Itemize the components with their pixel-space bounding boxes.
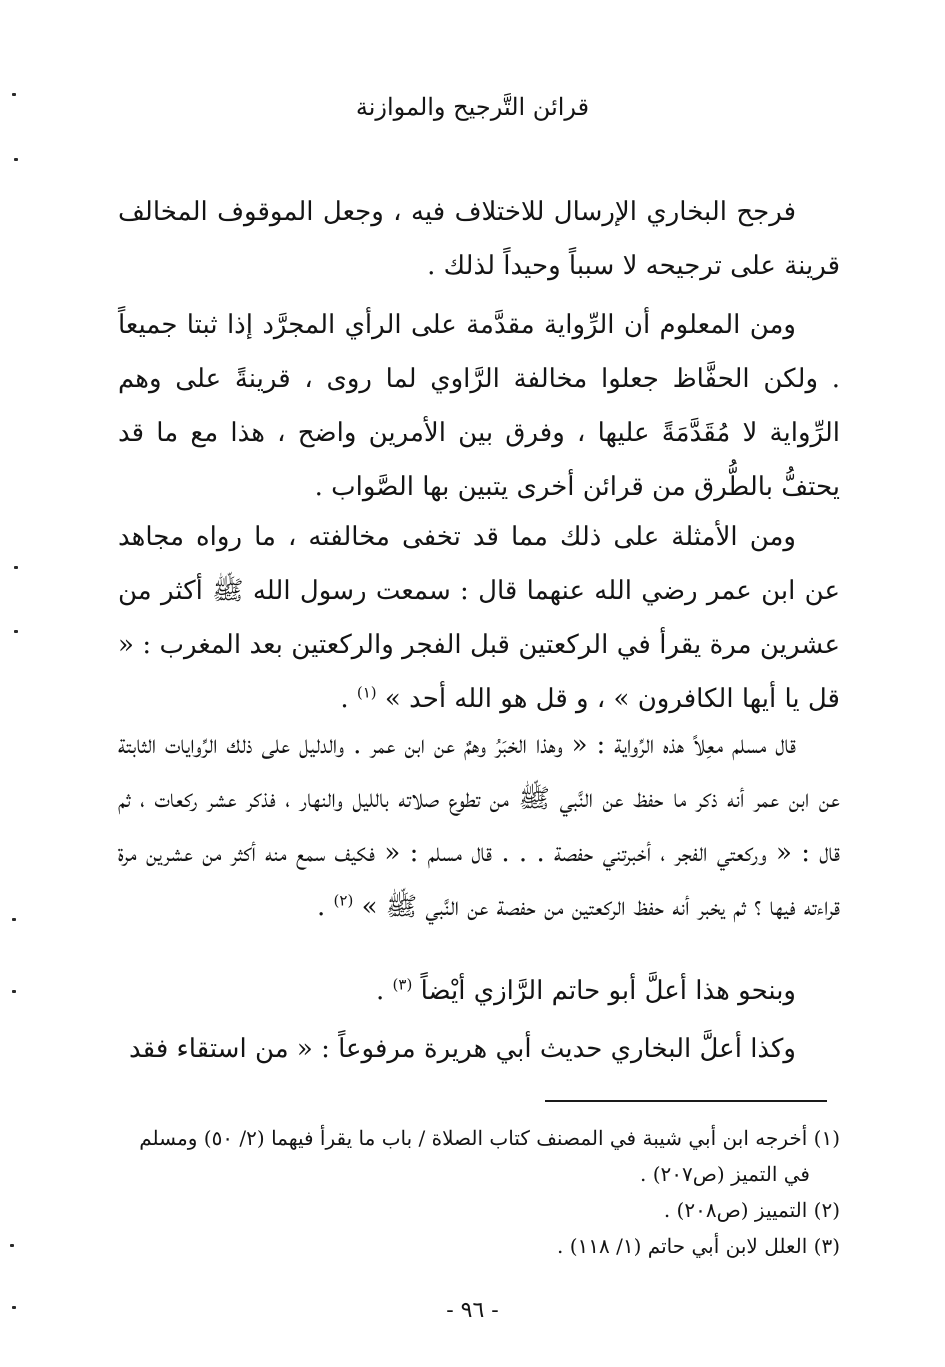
footnote-ref-2: (٢) xyxy=(333,891,354,910)
footnote-ref-1: (١) xyxy=(356,683,377,702)
paragraph-1 xyxy=(118,185,840,293)
footnotes xyxy=(110,1120,840,1264)
footnote-2: (٢) التمييز (ص٢٠٨) . xyxy=(663,1198,840,1222)
paragraph-6 xyxy=(118,1022,840,1076)
paragraph-4-end: . xyxy=(316,892,334,922)
paragraph-4 xyxy=(118,718,840,934)
paragraph-5 xyxy=(118,964,840,1018)
scan-speck xyxy=(14,158,18,161)
footnote-divider xyxy=(545,1100,827,1102)
paragraph-3-end: . xyxy=(340,684,357,714)
paragraph-5-end: . xyxy=(375,976,393,1006)
scan-speck xyxy=(10,1244,14,1247)
running-head: قرائن التَّرجيح والموازنة xyxy=(355,93,590,121)
scan-speck xyxy=(14,566,18,569)
scan-speck xyxy=(12,93,16,96)
scan-speck xyxy=(12,990,16,993)
paragraph-3 xyxy=(118,510,840,726)
paragraph-4-text: قال مسلم معِلاً هذه الرِّواية : « وهذا الخبَرُ وهمٌ عن ابن عمر . والدليل على ذلك الرِّوايات الثابتة عن ابن عمر أنه ذكر ما حفظ عن النَّبي ﷺ من تطوع صلاته بالليل والنهار ، فذكر عشر ركعات ، ثم قال : « وركعتي الفجر ، أخبرتني حفصة . . . قال مسلم : « فكيف سمع منه أكثر من عشرين مرة قراءته فيها ؟ ثم يخبر أنه حفظ الركعتين من حفصة عن النَّبي ﷺ » xyxy=(118,730,840,922)
paragraph-2 xyxy=(118,298,840,514)
footnote-ref-3: (٣) xyxy=(392,975,413,994)
paragraph-1-text: فرجح البخاري الإرسال للاختلاف فيه ، وجعل الموقوف المخالف قرينة على ترجيحه لا سبباً وحيداً لذلك . xyxy=(118,197,840,281)
paragraph-5-text: وبنحو هذا أعلَّ أبو حاتم الرَّازي أيْضاً xyxy=(420,976,796,1006)
scan-speck xyxy=(14,630,18,633)
scan-speck xyxy=(12,1306,16,1309)
footnote-1: (١) أخرجه ابن أبي شيبة في المصنف كتاب الصلاة / باب ما يقرأ فيهما (٢/ ٥٠) ومسلم في التميز (ص٢٠٧) . xyxy=(139,1126,840,1186)
scan-speck xyxy=(12,918,16,921)
footnote-3: (٣) العلل لابن أبي حاتم (١/ ١١٨) . xyxy=(557,1234,840,1258)
page-number: - ٩٦ - xyxy=(446,1298,499,1323)
paragraph-2-text: ومن المعلوم أن الرِّواية مقدَّمة على الرأي المجرَّد إذا ثبتا جميعاً . ولكن الحفَّاظ جعلوا مخالفة الرَّاوي لما روى ، قرينةً على وهم الرِّواية لا مُقَدَّمَةً عليها ، وفرق بين الأمرين واضح ، هذا مع ما قد يحتفُّ بالطُّرق من قرائن أخرى يتبين بها الصَّواب . xyxy=(118,310,840,502)
paragraph-6-text: وكذا أعلَّ البخاري حديث أبي هريرة مرفوعاً : « من استقاء فقد xyxy=(129,1034,796,1064)
paragraph-3-text: ومن الأمثلة على ذلك مما قد تخفى مخالفته ، ما رواه مجاهد عن ابن عمر رضي الله عنهما قال : سمعت رسول الله ﷺ أكثر من عشرين مرة يقرأ في الركعتين قبل الفجر والركعتين بعد المغرب : « قل يا أيها الكافرون » ، و قل هو الله أحد » xyxy=(118,522,840,714)
